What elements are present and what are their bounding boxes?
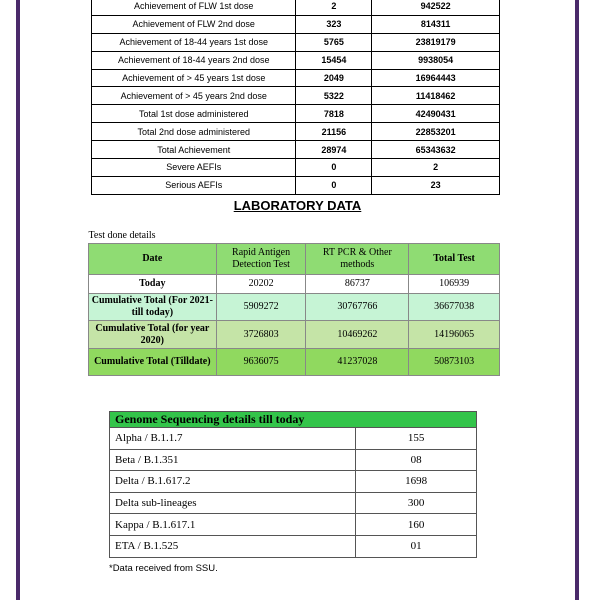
variant-count: 01: [356, 535, 477, 557]
table-row: [110, 449, 477, 471]
day-value: 15454: [296, 51, 372, 69]
table-row: [92, 0, 500, 15]
day-value: 7818: [296, 105, 372, 123]
table-row: [92, 159, 500, 177]
variant-count: 155: [356, 428, 477, 450]
table-row: [92, 51, 500, 69]
table-row: [92, 105, 500, 123]
total-value: 106939: [409, 275, 500, 294]
row-label: Serious AEFIs: [92, 176, 296, 194]
cumulative-value: 65343632: [372, 141, 500, 159]
row-label: Cumulative Total (for year 2020): [89, 321, 217, 349]
total-value: 36677038: [409, 294, 500, 321]
row-label: Cumulative Total (Tilldate): [89, 349, 217, 376]
table-row: [92, 176, 500, 194]
table-row: [110, 514, 477, 536]
cumulative-value: 42490431: [372, 105, 500, 123]
rtpcr-value: 41237028: [306, 349, 409, 376]
rtpcr-value: 10469262: [306, 321, 409, 349]
table-row: [110, 471, 477, 493]
row-label: Cumulative Total (For 2021- till today): [89, 294, 217, 321]
rapid-value: 9636075: [216, 349, 306, 376]
row-label: Total 2nd dose administered: [92, 123, 296, 141]
day-value: 2: [296, 0, 372, 15]
row-label: Achievement of 18-44 years 2nd dose: [92, 51, 296, 69]
cumulative-value: 814311: [372, 15, 500, 33]
cumulative-value: 2: [372, 159, 500, 177]
cumulative-value: 9938054: [372, 51, 500, 69]
table-row: [92, 87, 500, 105]
day-value: 5322: [296, 87, 372, 105]
variant-name: Delta sub-lineages: [110, 492, 356, 514]
cumulative-value: 22853201: [372, 123, 500, 141]
cumulative-value: 23: [372, 176, 500, 194]
header-rtpcr: RT PCR & Other methods: [306, 244, 409, 275]
variant-name: ETA / B.1.525: [110, 535, 356, 557]
row-label: Achievement of FLW 2nd dose: [92, 15, 296, 33]
lab-caption: Test done details: [89, 229, 500, 244]
day-value: 28974: [296, 141, 372, 159]
day-value: 0: [296, 176, 372, 194]
rapid-value: 5909272: [216, 294, 306, 321]
table-row: [89, 321, 500, 349]
genome-table: [109, 411, 477, 558]
vaccination-table: [91, 0, 500, 195]
day-value: 2049: [296, 69, 372, 87]
table-row: [110, 535, 477, 557]
header-date: Date: [89, 244, 217, 275]
table-row: [92, 141, 500, 159]
day-value: 5765: [296, 33, 372, 51]
rapid-value: 20202: [216, 275, 306, 294]
variant-name: Kappa / B.1.617.1: [110, 514, 356, 536]
table-row: [92, 123, 500, 141]
cumulative-value: 23819179: [372, 33, 500, 51]
variant-count: 1698: [356, 471, 477, 493]
rtpcr-value: 30767766: [306, 294, 409, 321]
variant-count: 08: [356, 449, 477, 471]
table-row: [92, 33, 500, 51]
table-row: [89, 349, 500, 376]
table-row: [110, 428, 477, 450]
cumulative-value: 16964443: [372, 69, 500, 87]
row-label: Achievement of FLW 1st dose: [92, 0, 296, 15]
header-rapid: Rapid Antigen Detection Test: [216, 244, 306, 275]
total-value: 50873103: [409, 349, 500, 376]
cumulative-value: 942522: [372, 0, 500, 15]
header-total: Total Test: [409, 244, 500, 275]
table-row: [110, 492, 477, 514]
row-label: Severe AEFIs: [92, 159, 296, 177]
footnote: *Data received from SSU.: [109, 563, 218, 574]
genome-title: Genome Sequencing details till today: [110, 412, 477, 428]
table-row: [92, 15, 500, 33]
variant-name: Alpha / B.1.1.7: [110, 428, 356, 450]
variant-name: Delta / B.1.617.2: [110, 471, 356, 493]
rapid-value: 3726803: [216, 321, 306, 349]
row-label: Achievement of 18-44 years 1st dose: [92, 33, 296, 51]
cumulative-value: 11418462: [372, 87, 500, 105]
table-row: [89, 294, 500, 321]
header-row: [89, 244, 500, 275]
row-label: Achievement of > 45 years 2nd dose: [92, 87, 296, 105]
row-label: Achievement of > 45 years 1st dose: [92, 69, 296, 87]
total-value: 14196065: [409, 321, 500, 349]
lab-table: [88, 229, 500, 376]
table-row: [92, 69, 500, 87]
variant-count: 160: [356, 514, 477, 536]
row-label: Today: [89, 275, 217, 294]
lab-heading: LABORATORY DATA: [233, 198, 362, 213]
variant-count: 300: [356, 492, 477, 514]
variant-name: Beta / B.1.351: [110, 449, 356, 471]
table-row: [89, 275, 500, 294]
page-border-right: [575, 0, 579, 600]
row-label: Total Achievement: [92, 141, 296, 159]
day-value: 323: [296, 15, 372, 33]
row-label: Total 1st dose administered: [92, 105, 296, 123]
page-border-left: [16, 0, 20, 600]
rtpcr-value: 86737: [306, 275, 409, 294]
day-value: 21156: [296, 123, 372, 141]
day-value: 0: [296, 159, 372, 177]
